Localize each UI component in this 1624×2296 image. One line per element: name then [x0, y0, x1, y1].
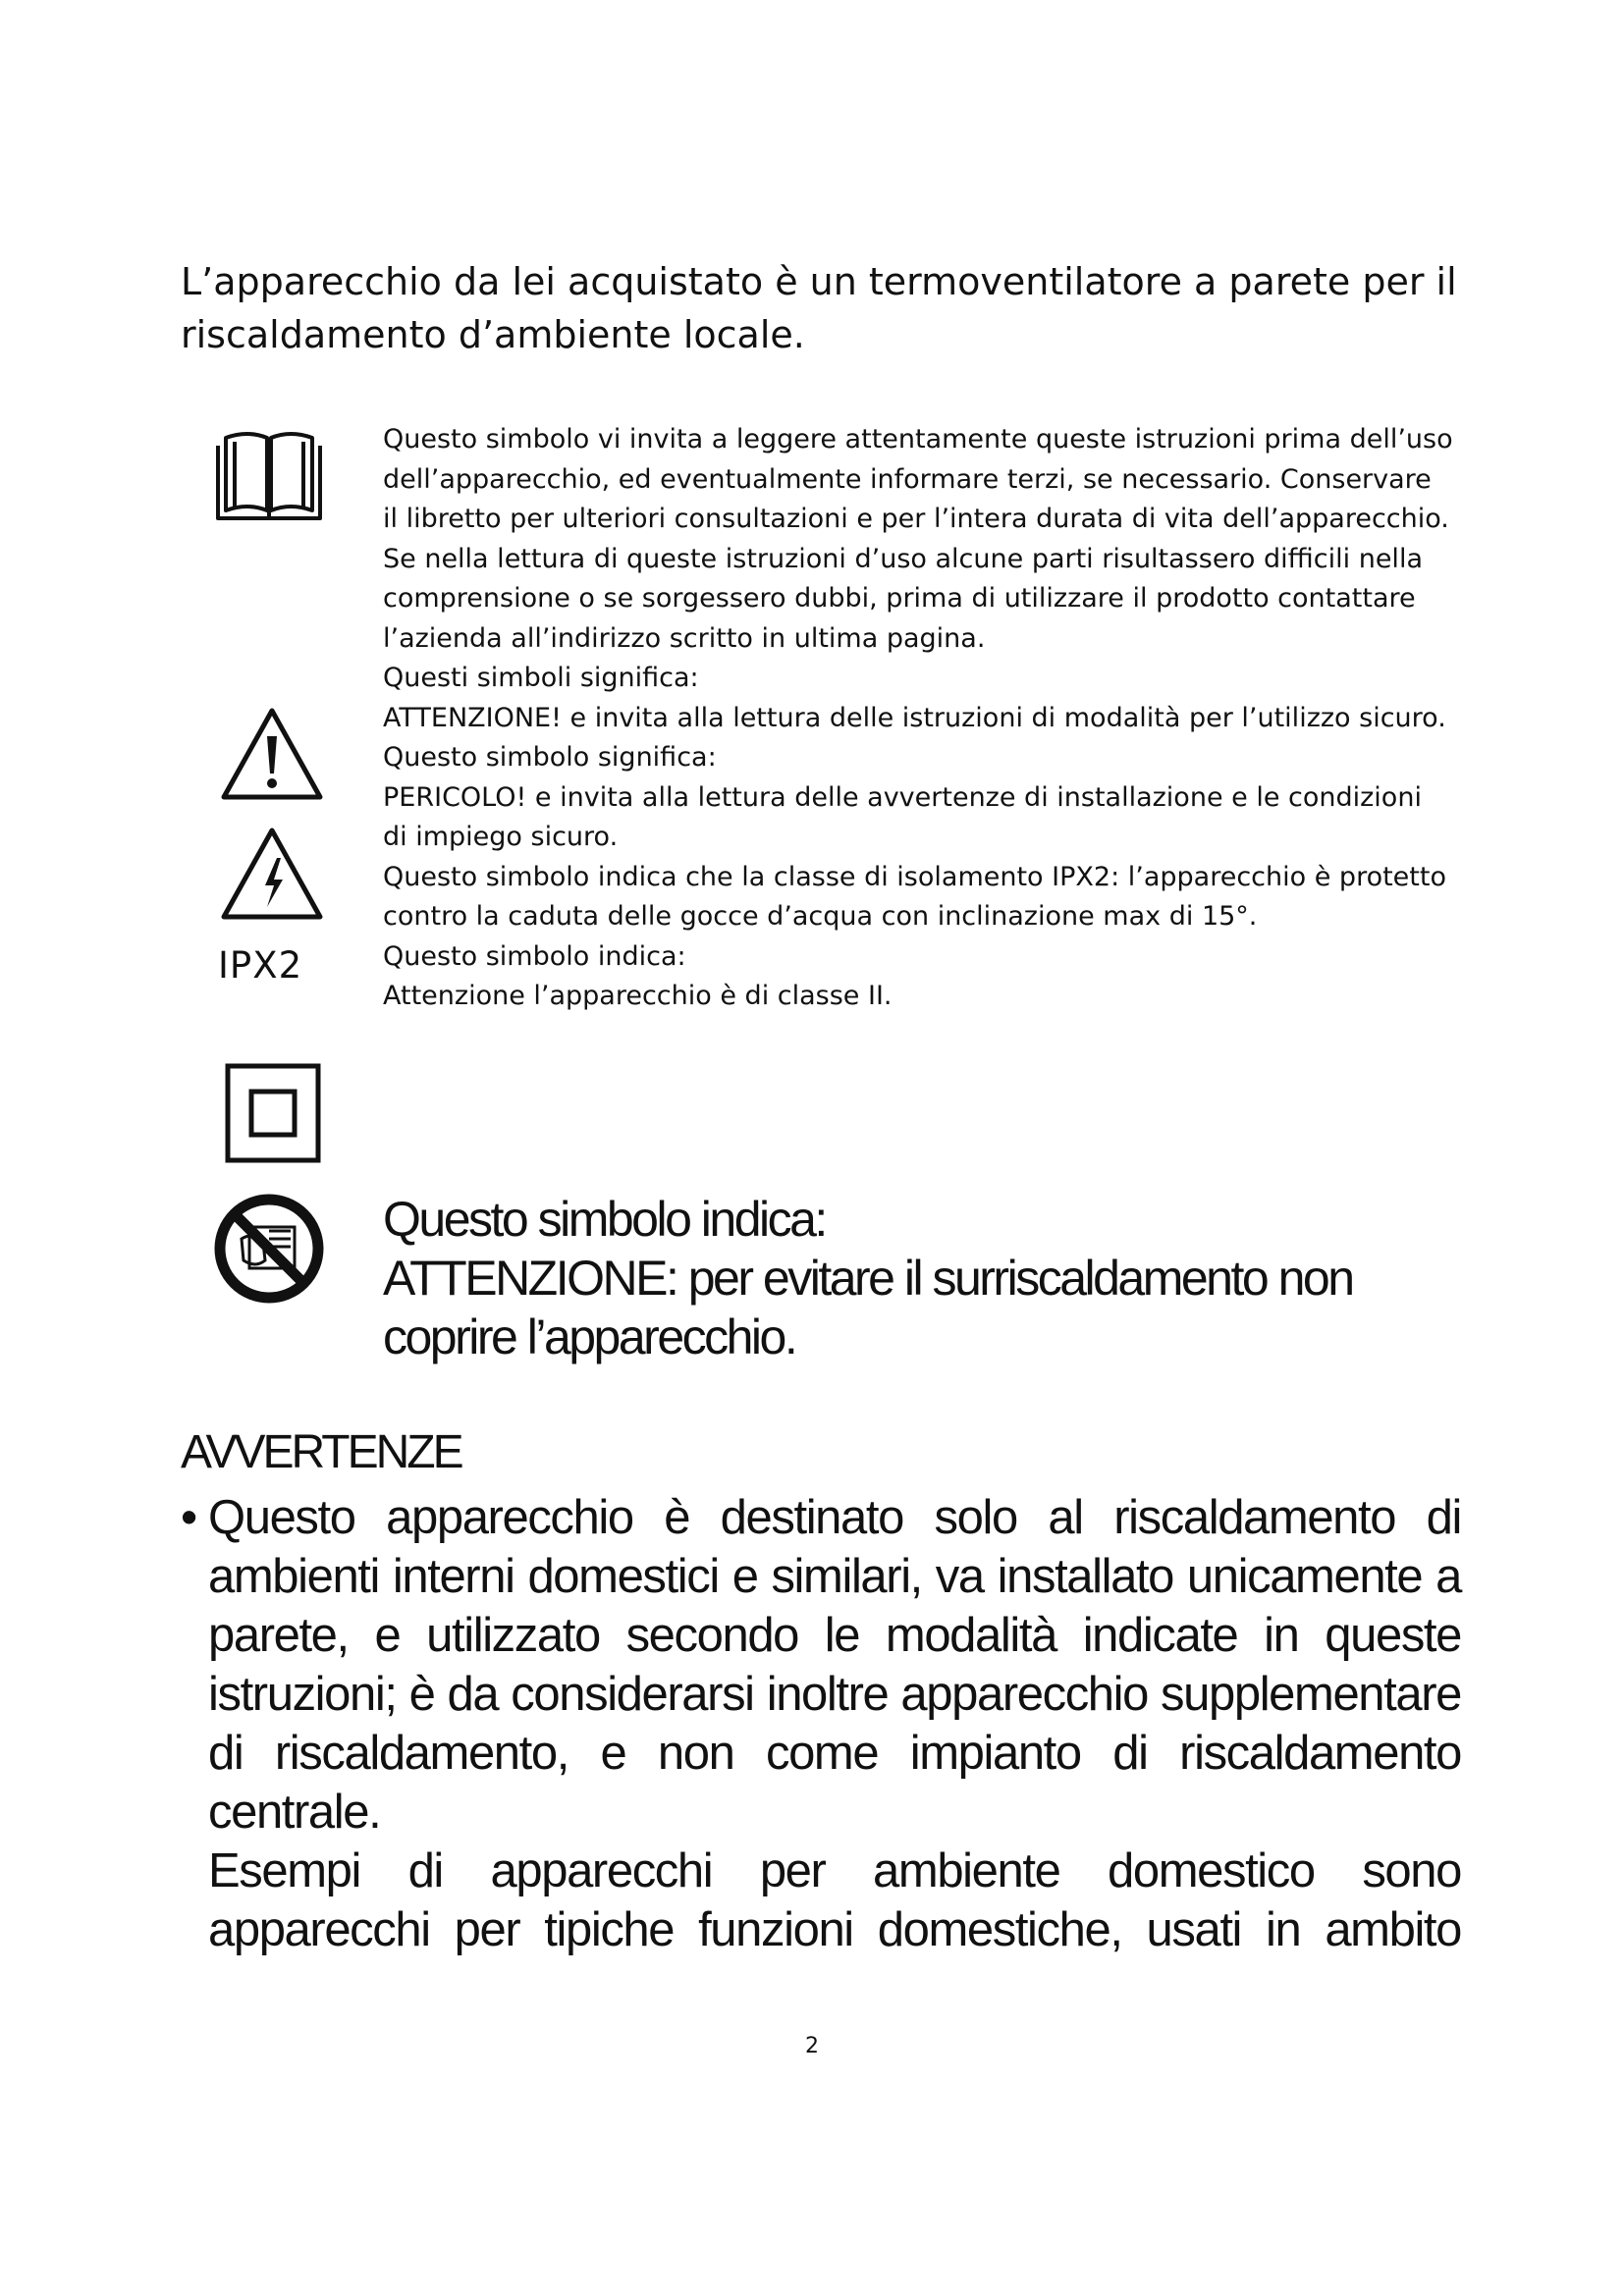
- ipx2-label: IPX2: [218, 944, 303, 987]
- class2-description: Attenzione l’apparecchio è di classe II.: [383, 981, 893, 1011]
- warning-paragraph-1: Questo apparecchio è destinato solo al riscaldamento di ambienti interni domestici e similari, va installato unicamente a parete, e utilizzato secondo le modalità indicate in queste istruzioni; è da considerarsi inoltre apparecchio supplementare di riscaldamento, e non come impianto di riscaldamento centrale.: [208, 1491, 1461, 1839]
- danger-title: Questo simbolo significa:: [383, 742, 717, 773]
- do-not-cover-icon: [212, 1192, 326, 1306]
- warning-paragraph-2: Esempi di apparecchi per ambiente domestico sono apparecchi per tipiche funzioni domestiche, usati in ambito: [208, 1844, 1461, 1956]
- warning-icon: [218, 705, 326, 803]
- class2-title: Questo simbolo indica:: [383, 940, 686, 972]
- attention-description: ATTENZIONE! e invita alla lettura delle istruzioni di modalità per l’utilizzo sicuro.: [383, 702, 1446, 733]
- electric-hazard-icon: [218, 825, 326, 923]
- danger-description: PERICOLO! e invita alla lettura delle avvertenze di installazione e le condizioni di impiego sicuro.: [383, 781, 1422, 852]
- class-ii-icon: [224, 1062, 322, 1164]
- page-number: 2: [805, 2034, 819, 2058]
- symbol-descriptions: [383, 420, 1453, 1017]
- read-manual-icon: [210, 424, 328, 522]
- ipx-description: Questo simbolo indica che la classe di isolamento IPX2: l’apparecchio è protetto contro la caduta delle gocce d’acqua con inclinazione max di 15°.: [383, 861, 1446, 932]
- cover-notice: [383, 1190, 1492, 1366]
- warnings-list: [181, 1488, 1461, 1959]
- cover-notice-text: ATTENZIONE: per evitare il surriscaldamento non coprire l’apparecchio.: [383, 1251, 1353, 1364]
- list-item: [181, 1488, 1461, 1842]
- manual-description: Questo simbolo vi invita a leggere attentamente queste istruzioni prima dell’uso dell’apparecchio, ed eventualmente informare terzi, se necessario. Conservare il libretto per ulteriori consultazioni e per l’intera durata di vita dell’apparecchio. Se nella lettura di queste istruzioni d’uso alcune parti risultassero difficili nella comprensione o se sorgessero dubbi, prima di utilizzare il prodotto contattare l’azienda all’indirizzo scritto in ultima pagina.: [383, 424, 1453, 654]
- warnings-heading: AVVERTENZE: [181, 1426, 461, 1478]
- bullet-icon: •: [181, 1491, 196, 1544]
- cover-notice-title: Questo simbolo indica:: [383, 1192, 826, 1247]
- intro-text: L’apparecchio da lei acquistato è un termoventilatore a parete per il riscaldamento d’ambiente locale.: [181, 260, 1457, 356]
- attention-title: Questi simboli significa:: [383, 663, 699, 693]
